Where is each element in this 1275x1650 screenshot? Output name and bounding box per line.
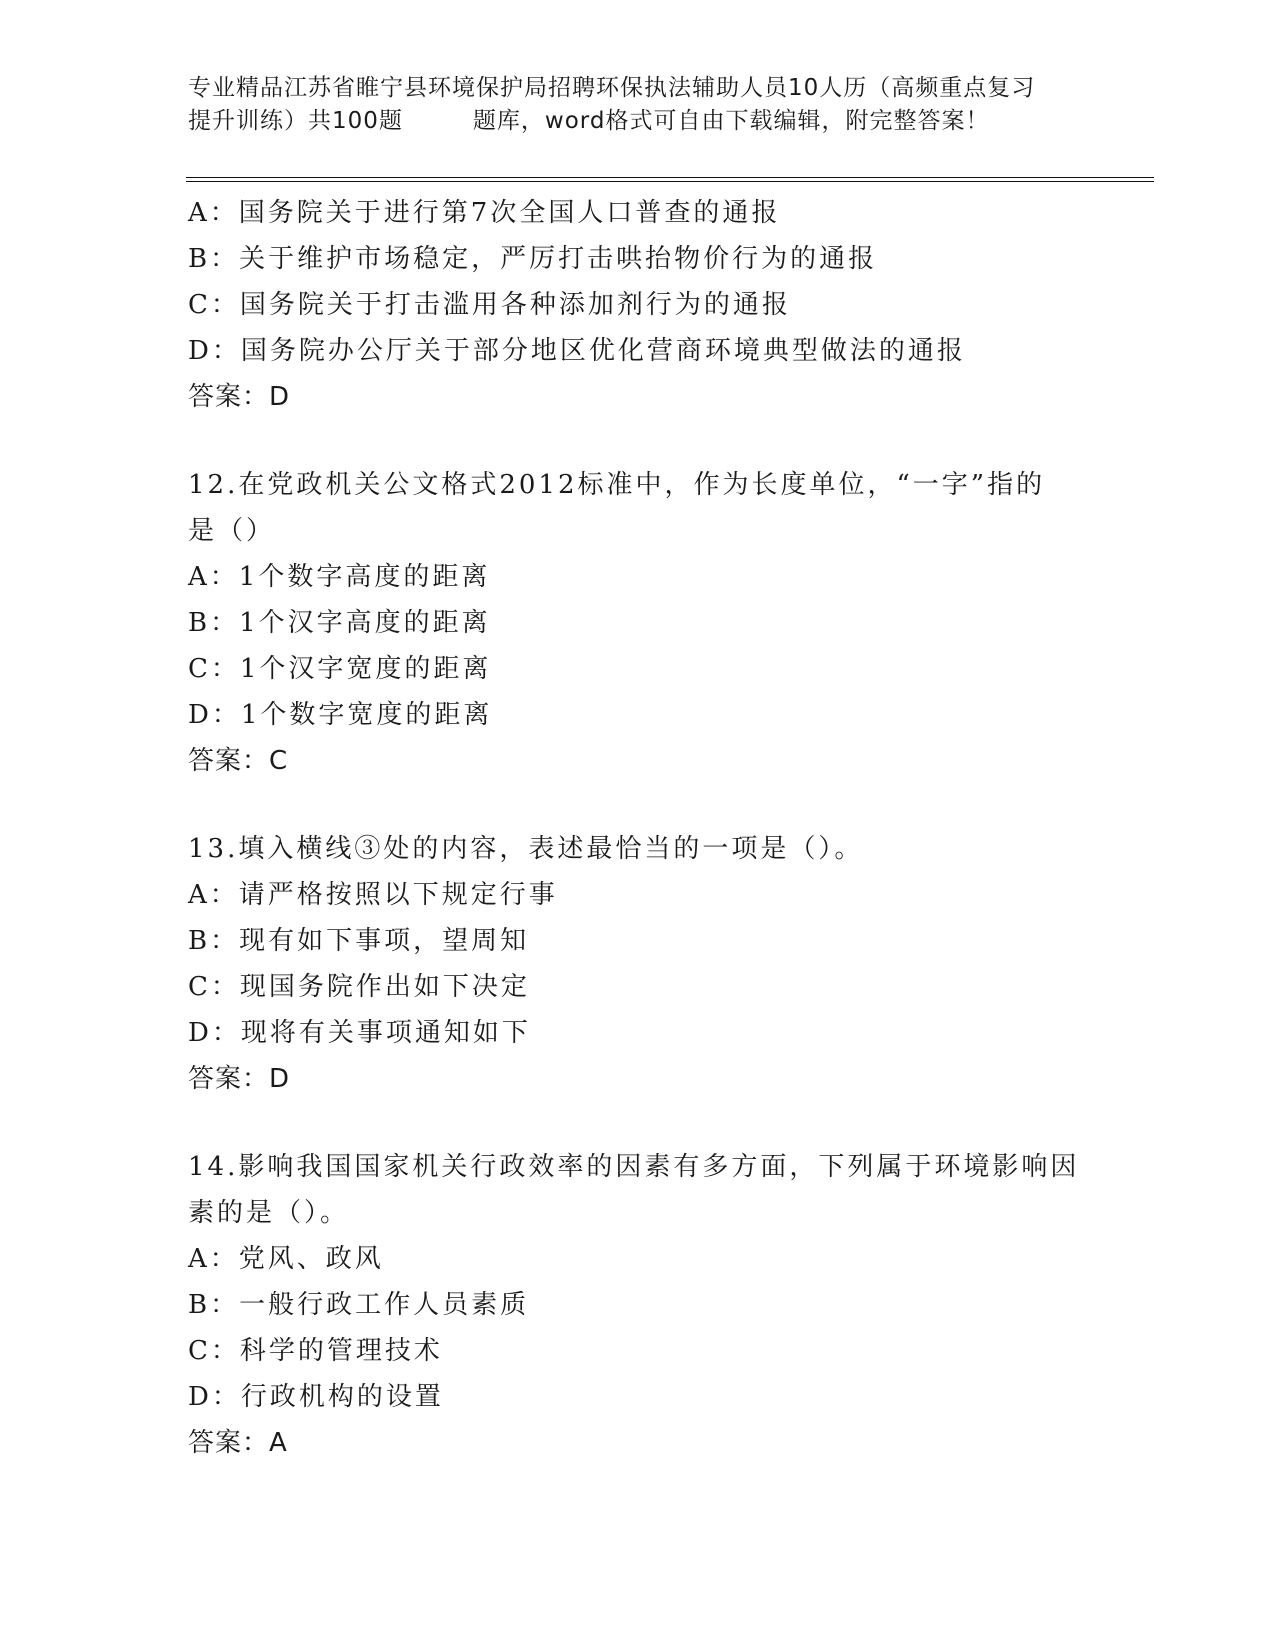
header-line-2-part-2: 题库，word格式可自由下载编辑，附完整答案！ xyxy=(472,108,990,134)
option-d: D：1个数字宽度的距离 xyxy=(188,700,493,730)
option-a: A：国务院关于进行第7次全国人口普查的通报 xyxy=(188,198,781,228)
question-14 xyxy=(188,1144,1088,1466)
question-stem-line: 14.影响我国国家机关行政效率的因素有多方面，下列属于环境影响因 xyxy=(188,1152,1080,1182)
option-d: D：行政机构的设置 xyxy=(188,1382,444,1412)
option-b: B：关于维护市场稳定，严厉打击哄抬物价行为的通报 xyxy=(188,244,878,274)
question-stem-line: 素的是（）。 xyxy=(188,1198,350,1228)
question-13 xyxy=(188,826,1088,1102)
option-b: B：现有如下事项，望周知 xyxy=(188,926,530,956)
question-stem-line: 13.填入横线③处的内容，表述最恰当的一项是（）。 xyxy=(188,834,864,864)
answer: 答案：D xyxy=(188,382,291,412)
question-stem-line: 12.在党政机关公文格式2012标准中，作为长度单位，“一字”指的 xyxy=(188,470,1046,500)
header-rule-top xyxy=(186,177,1154,178)
header-line-2 xyxy=(188,105,1068,138)
question-11 xyxy=(188,190,1088,420)
option-a: A：党风、政风 xyxy=(188,1244,384,1274)
header-line-2-part-1: 提升训练）共100题 xyxy=(188,108,403,134)
option-d: D：国务院办公厅关于部分地区优化营商环境典型做法的通报 xyxy=(188,336,966,366)
option-c: C：科学的管理技术 xyxy=(188,1336,443,1366)
header-line-1: 专业精品江苏省睢宁县环境保护局招聘环保执法辅助人员10人历（高频重点复习 xyxy=(188,75,1036,101)
option-d: D：现将有关事项通知如下 xyxy=(188,1018,531,1048)
option-a: A：1个数字高度的距离 xyxy=(188,562,491,592)
answer: 答案：A xyxy=(188,1428,288,1458)
option-c: C：国务院关于打击滥用各种添加剂行为的通报 xyxy=(188,290,791,320)
option-a: A：请严格按照以下规定行事 xyxy=(188,880,558,910)
option-c: C：1个汉字宽度的距离 xyxy=(188,654,492,684)
document-header xyxy=(188,72,1068,138)
question-list xyxy=(188,190,1088,1466)
option-b: B：一般行政工作人员素质 xyxy=(188,1290,530,1320)
question-12 xyxy=(188,462,1088,784)
question-stem-line: 是（） xyxy=(188,516,276,546)
answer: 答案：D xyxy=(188,1064,291,1094)
option-b: B：1个汉字高度的距离 xyxy=(188,608,491,638)
option-c: C：现国务院作出如下决定 xyxy=(188,972,530,1002)
answer: 答案：C xyxy=(188,746,289,776)
header-rule-bottom xyxy=(186,181,1154,182)
